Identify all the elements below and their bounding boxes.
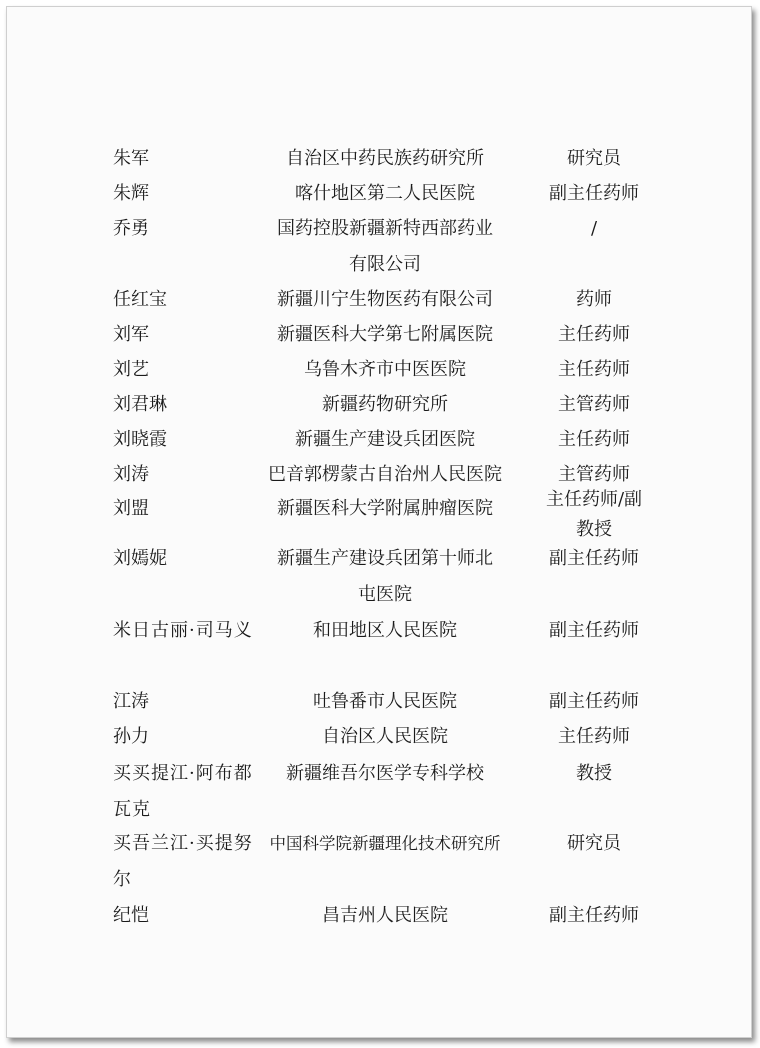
person-organization: 新疆川宁生物医药有限公司 <box>277 289 493 310</box>
person-title: 研究员 <box>567 833 621 854</box>
person-title: 副主任药师 <box>549 183 639 204</box>
person-name: 刘艺 <box>113 359 149 380</box>
person-name: 江涛 <box>113 691 149 712</box>
person-organization: 新疆医科大学附属肿瘤医院 <box>277 498 493 519</box>
person-name: 刘晓霞 <box>113 429 167 450</box>
person-title: 主任药师 <box>558 324 630 345</box>
person-name: 刘涛 <box>113 464 149 485</box>
person-organization: 乌鲁木齐市中医医院 <box>304 359 466 380</box>
person-organization: 新疆生产建设兵团第十师北屯医院 <box>277 548 493 605</box>
person-title: 主任药师 <box>558 726 630 747</box>
person-title: 副主任药师 <box>549 905 639 926</box>
person-name: 乔勇 <box>113 218 149 239</box>
person-name: 纪恺 <box>113 905 149 926</box>
person-title: 主管药师 <box>558 464 630 485</box>
person-name: 孙力 <box>113 726 149 747</box>
person-name: 刘盟 <box>113 498 149 519</box>
person-organization: 吐鲁番市人民医院 <box>313 691 457 712</box>
person-title: 主任药师/副教授 <box>545 489 643 540</box>
person-name: 任红宝 <box>113 289 167 310</box>
person-title: 副主任药师 <box>549 620 639 641</box>
person-name: 买吾兰江·买提努尔 <box>113 833 253 890</box>
person-name: 刘君琳 <box>113 394 167 415</box>
person-title: 教授 <box>576 763 612 784</box>
person-title: 主任药师 <box>558 429 630 450</box>
person-organization: 新疆生产建设兵团医院 <box>295 429 475 450</box>
person-title: 药师 <box>576 289 612 310</box>
person-title: 副主任药师 <box>549 691 639 712</box>
person-organization: 巴音郭楞蒙古自治州人民医院 <box>268 464 502 485</box>
person-organization: 新疆医科大学第七附属医院 <box>277 324 493 345</box>
person-name: 朱军 <box>113 148 149 169</box>
person-organization: 新疆药物研究所 <box>322 394 448 415</box>
person-name: 刘军 <box>113 324 149 345</box>
person-organization: 自治区中药民族药研究所 <box>286 148 484 169</box>
person-organization: 自治区人民医院 <box>322 726 448 747</box>
person-organization: 中国科学院新疆理化技术研究所 <box>269 834 501 853</box>
person-name: 刘嫣妮 <box>113 548 167 569</box>
person-organization: 昌吉州人民医院 <box>322 905 448 926</box>
person-organization: 国药控股新疆新特西部药业有限公司 <box>277 218 493 275</box>
person-title: 主任药师 <box>558 359 630 380</box>
person-title: 副主任药师 <box>549 548 639 569</box>
person-organization: 和田地区人民医院 <box>313 620 457 641</box>
person-name: 买买提江·阿布都瓦克 <box>113 763 253 820</box>
document-page <box>6 6 752 1038</box>
person-name: 米日古丽·司马义 <box>113 620 253 641</box>
person-name: 朱辉 <box>113 183 149 204</box>
person-title: 研究员 <box>567 148 621 169</box>
person-title: / <box>590 218 598 239</box>
person-title: 主管药师 <box>558 394 630 415</box>
person-organization: 新疆维吾尔医学专科学校 <box>286 763 484 784</box>
person-organization: 喀什地区第二人民医院 <box>295 183 475 204</box>
